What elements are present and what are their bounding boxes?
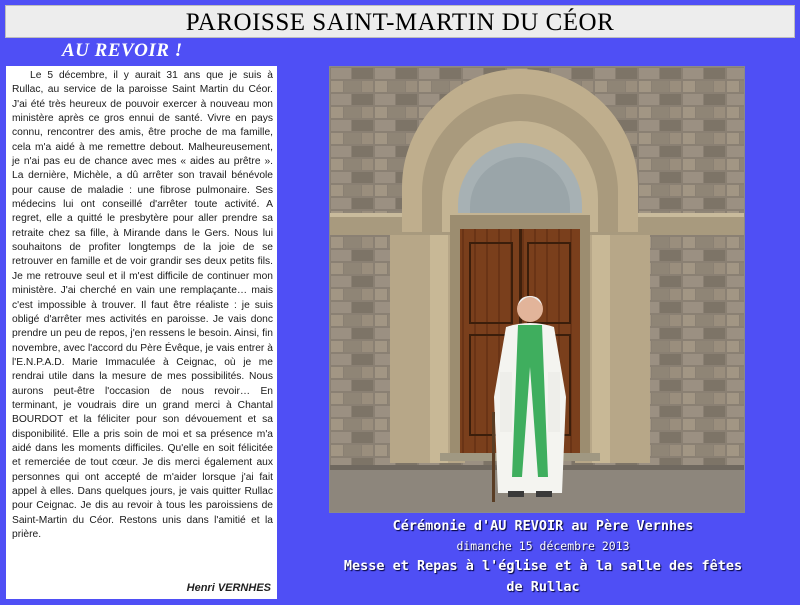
church-photo xyxy=(329,66,745,513)
caption-title: Cérémonie d'AU REVOIR au Père Vernhes xyxy=(392,518,694,534)
letter-signature: Henri VERNHES xyxy=(186,581,271,594)
page-title: PAROISSE SAINT-MARTIN DU CÉOR xyxy=(5,5,795,38)
section-subtitle: AU REVOIR ! xyxy=(62,40,183,61)
caption-location: de Rullac xyxy=(506,579,580,595)
letter-paragraph: Le 5 décembre, il y aurait 31 ans que je suis à Rullac, au service de la paroisse Saint Martin du Céor. J'ai été très heureux de pouvoir exercer à nouveau mon ministère après ce gros ennui de santé. Vivre en pays connu, rencontrer des amis, être proche de ma famille, cela m'a aidé à me remettre debout. Malheureusement, je n'ai pas eu de chance avec mes « aides au prêtre ». La dernière, Michèle, a dû arrêter son travail bénévole pour cause de maladie : une fibrose pulmonaire. Ses médecins lui ont conseillé d'arrêter toute activité. A regret, elle a quitté le presbytère pour aller prendre sa retraite chez sa fille, à Mirande dans le Gers. Nous lui souhaitons de profiter longtemps de la joie de se retrouver en famille et de voir grandir ses deux petits fils. Je me retrouve seul et il m'est difficile de continuer mon ministère. J'ai cherché en vain une remplaçante… mais c'est impossible à trouver. Il faut être réaliste : je suis obligé d'arrêter mes activités en paroisse. Je vais donc prendre un peu de repos, j'en ressens le besoin. Ainsi, fin novembre, avec l'accord du Père Évêque, je vais entrer à l'E.N.P.A.D. Marie Immaculée à Ceignac, où je me rendrai utile dans la mesure de mes possibilités. Nous aurons peut-être l'occasion de nous revoir… En terminant, je voudrais dire un grand merci à Chantal BOURDOT et la féliciter pour son dévouement et sa disponibilité. Elle a pris soin de moi et sa présence m'a aidé dans les moments difficiles. Qu'elle en soit félicitée et remerciée de tout cœur. Je dis merci également aux personnes qui ont accepté de m'aider lorsque j'ai fait appel à elles. Dans quelques jours, je vais quitter Rullac pour Ceignac. Je dis au revoir à tous les paroissiens de Saint-Martin du Céor. Restons unis dans l'amitié et la prière. xyxy=(12,70,273,540)
caption-date: dimanche 15 décembre 2013 xyxy=(456,539,630,553)
caption-event: Messe et Repas à l'église et à la salle des fêtes xyxy=(343,558,743,574)
farewell-letter xyxy=(6,66,277,599)
